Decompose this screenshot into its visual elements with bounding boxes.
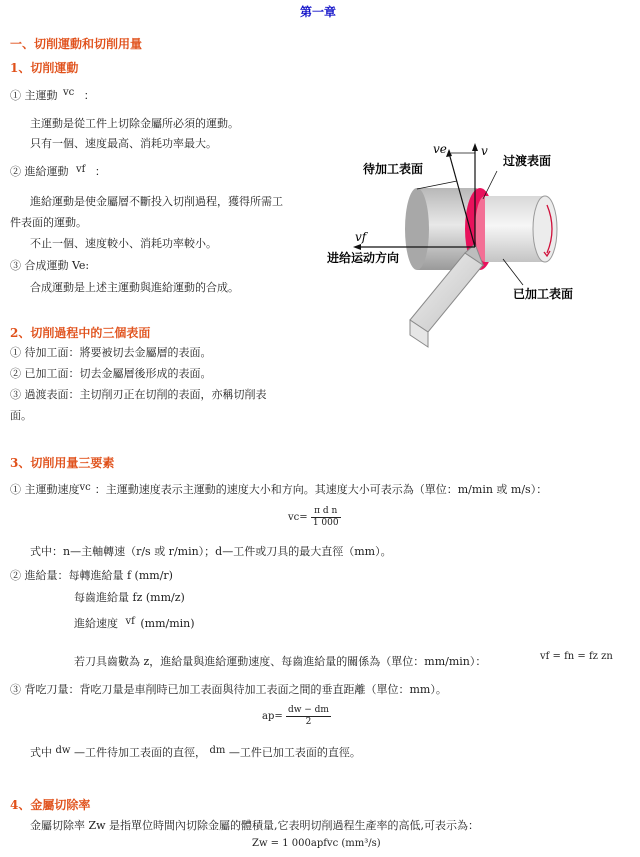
back-engagement-line: ③ 背吃刀量：背吃刀量是車削時已加工表面與待加工表面之間的垂直距離（單位：mm）。 <box>10 683 447 696</box>
formula-cutting-speed-numerator: π d n <box>311 506 341 518</box>
cutting-speed-where: 式中：n—主軸轉速（r/s 或 r/min）；d—工件或刀具的最大直徑（mm）。 <box>30 545 392 558</box>
surface-line-1: ① 待加工面：將要被切去金屬層的表面。 <box>10 346 212 359</box>
resultant-motion-line-1: 合成運動是上述主運動與進給運動的合成。 <box>30 281 239 294</box>
feed-speed-symbol: vf <box>125 616 135 627</box>
formula-cutting-speed-lhs: vc= <box>288 512 308 523</box>
figure-label-transition-surface: 过渡表面 <box>503 154 552 168</box>
figure-label-ve: ve <box>433 142 447 156</box>
cutting-speed-line <box>10 481 547 497</box>
where-middle: —工件待加工表面的直徑， <box>73 746 206 759</box>
formula-back-engagement-numerator: dw − dm <box>287 705 329 715</box>
feed-speed-label: 進給速度 <box>74 617 118 630</box>
main-motion-colon: ： <box>83 89 95 102</box>
figure-label-v: v <box>481 144 488 158</box>
cutting-speed-label: ① 主運動速度 <box>10 483 80 496</box>
where-end: —工件已加工表面的直徑。 <box>228 746 361 759</box>
feed-motion-colon: ： <box>94 165 106 178</box>
formula-back-engagement-fraction <box>286 705 331 728</box>
main-motion-label-text: ① 主運動 <box>10 89 58 102</box>
cutting-speed-symbol: vc <box>79 482 91 493</box>
surface-line-3: ③ 過渡表面：主切削刃正在切削的表面，亦稱切削表 <box>10 388 267 401</box>
section-title: 一、切削運動和切削用量 <box>10 37 143 51</box>
main-motion-label <box>10 86 95 103</box>
removal-rate-line: 金屬切除率 Zw 是指單位時間內切除金屬的體積量,它表明切削過程生產率的高低,可表示為： <box>30 819 480 832</box>
figure-label-machined-surface: 已加工表面 <box>513 287 574 301</box>
formula-back-engagement-denominator: 2 <box>305 717 312 727</box>
where-dm-symbol: dm <box>209 745 226 756</box>
back-engagement-where <box>30 744 361 760</box>
cutting-motion-figure <box>325 135 595 350</box>
resultant-motion-label: ③ 合成運動 Ve: <box>10 259 90 272</box>
figure-label-pending-surface: 待加工表面 <box>363 162 424 176</box>
formula-back-engagement-lhs: ap= <box>262 711 283 722</box>
feed-speed-unit: (mm/min) <box>140 617 195 630</box>
where-dw-symbol: dw <box>55 745 71 756</box>
where-prefix: 式中 <box>30 746 52 759</box>
formula-cutting-speed-fraction <box>311 506 341 529</box>
formula-cutting-speed-denominator: 1 000 <box>312 518 339 528</box>
feed-motion-symbol: vf <box>76 164 86 175</box>
subsection-2-title: 2、切削過程中的三個表面 <box>10 326 151 340</box>
formula-cutting-speed <box>288 506 341 529</box>
feed-amount-line-2: 每齒進給量 fz (mm/z) <box>74 591 185 604</box>
figure-label-feed-direction: 进给运动方向 <box>327 251 400 265</box>
chapter-title: 第一章 <box>300 5 337 19</box>
feed-motion-label <box>10 163 106 179</box>
cutting-speed-description: ：主運動速度表示主運動的速度大小和方向。其速度大小可表示為（單位：m/min 或 m/s）： <box>94 483 548 496</box>
formula-removal-rate: Zw = 1 000apfvc (mm³/s) <box>252 838 381 849</box>
feed-motion-line-1: 進給運動是使金屬層不斷投入切削過程，獲得所需工 <box>30 195 283 208</box>
feed-motion-line-2: 件表面的運動。 <box>10 216 87 229</box>
formula-feed-relation: vf = fn = fz zn <box>540 651 613 662</box>
formula-back-engagement <box>262 705 331 728</box>
main-motion-line-1: 主運動是從工件上切除金屬所必須的運動。 <box>30 117 239 130</box>
feed-amount-line-1: ② 進給量：每轉進給量 f (mm/r) <box>10 569 173 582</box>
feed-motion-label-text: ② 進給運動 <box>10 165 69 178</box>
main-motion-line-2: 只有一個、速度最高、消耗功率最大。 <box>30 137 217 150</box>
workpiece-machined-cylinder <box>485 196 557 262</box>
figure-label-vf: vf <box>355 230 367 244</box>
subsection-3-title: 3、切削用量三要素 <box>10 456 115 470</box>
main-motion-symbol: vc <box>63 87 75 98</box>
feed-speed-line <box>74 615 195 631</box>
subsection-4-title: 4、金屬切除率 <box>10 798 91 812</box>
surface-line-2: ② 已加工面：切去金屬層後形成的表面。 <box>10 367 212 380</box>
surface-line-4: 面。 <box>10 409 32 422</box>
subsection-1-title: 1、切削運動 <box>10 61 79 75</box>
feed-motion-line-3: 不止一個、速度較小、消耗功率較小。 <box>30 237 217 250</box>
feed-relation-text: 若刀具齒數為 z，進給量與進給運動速度、每齒進給量的關係為（單位：mm/min）： <box>74 655 487 668</box>
